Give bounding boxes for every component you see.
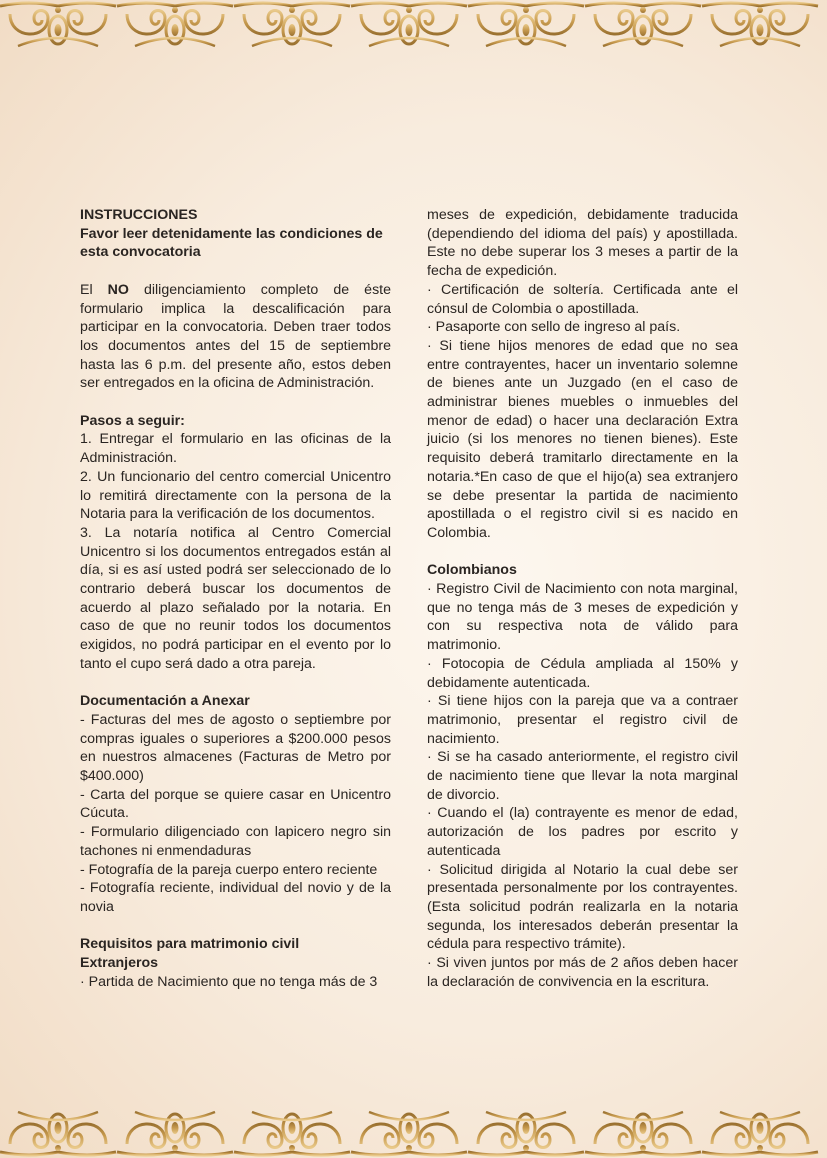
foreigners-item: · Pasaporte con sello de ingreso al país. (427, 319, 681, 336)
colombians-item: · Si tiene hijos con la pareja que va a contraer matrimonio, presentar el registro civil de nacimiento. (427, 693, 738, 747)
colombians-item: · Solicitud dirigida al Notario la cual debe ser presentada personalmente por los contrayentes. (Esta solicitud podrán realizarla en la notaria segunda, los interesados deberán presentar la cédula para respectivo trámite). (427, 861, 738, 953)
floral-ornament-icon (0, 0, 827, 52)
colombians-item: · Si se ha casado anteriormente, el registro civil de nacimiento tiene que llevar la nota marginal de divorcio. (427, 749, 738, 803)
doc-item: - Fotografía de la pareja cuerpo entero reciente (80, 861, 378, 878)
step-item: 2. Un funcionario del centro comercial Unicentro lo remitirá directamente con la persona de la Notaria para la verificación de los documentos. (80, 468, 391, 523)
right-column (427, 206, 738, 992)
doc-item: - Fotografía reciente, individual del novio y de la novia (80, 880, 391, 915)
doc-item: - Formulario diligenciado con lapicero negro sin tachones ni enmendaduras (80, 824, 391, 859)
instructions-title: INSTRUCCIONES (80, 207, 198, 223)
doc-item: - Facturas del mes de agosto o septiembre por compras iguales o superiores a $200.000 pesos en nuestros almacenes (Facturas de Metro por $400.000) (80, 711, 391, 785)
floral-ornament-icon (0, 1106, 827, 1158)
steps-heading: Pasos a seguir: (80, 412, 185, 429)
doc-item: - Carta del porque se quiere casar en Unicentro Cúcuta. (80, 786, 391, 822)
bottom-ornament-border (0, 1106, 827, 1158)
colombians-heading: Colombianos (427, 562, 517, 579)
docs-heading: Documentación a Anexar (80, 693, 250, 710)
colombians-item: · Cuando el (la) contrayente es menor de edad, autorización de los padres por escrito y autenticada (427, 805, 738, 859)
foreigners-heading: Extranjeros (80, 955, 159, 972)
civil-requirements-heading: Requisitos para matrimonio civil (80, 936, 300, 953)
step-item: 1. Entregar el formulario en las oficinas de la Administración. (80, 431, 391, 467)
step-item: 3. La notaría notifica al Centro Comercial Unicentro si los documentos entregados están al día, si es así usted podrá ser seleccionado de lo contrario deberá buscar los documentos de acuerdo al plazo señalado por la notaria. En caso de que no reunir todos los documentos exigidos, no podrá participar en el evento por lo tanto el cupo será dado a otra pareja. (80, 524, 391, 672)
foreigners-item: · Si tiene hijos menores de edad que no sea entre contrayentes, hacer un inventario solemne de bienes ante un Juzgado (en el caso de administrar bienes muebles o inmuebles del menor de edad) o hacer una declaración Extra juicio (si los menores no tienen bienes). Este requisito deberá tramitarlo directamente en la notaria.*En caso de que el hijo(a) sea extranjero se debe presentar la partida de nacimiento apostillada o el registro civil si es nacido en Colombia. (427, 337, 738, 541)
colombians-item: · Si viven juntos por más de 2 años deben hacer la declaración de convivencia en la escritura. (427, 955, 738, 990)
foreigners-item: · Certificación de soltería. Certificada ante el cónsul de Colombia o apostillada. (427, 281, 738, 317)
left-column (80, 206, 391, 991)
foreigners-item: meses de expedición, debidamente traducida (dependiendo del idioma del país) y apostillada. Este no debe superar los 3 meses a partir de la fecha de expedición. (427, 207, 738, 280)
top-ornament-border (0, 0, 827, 52)
colombians-item: · Fotocopia de Cédula ampliada al 150% y debidamente autenticada. (427, 655, 738, 691)
intro-paragraph: El NO diligenciamiento completo de éste formulario implica la descalificación para participar en la convocatoria. Deben traer todos los documentos antes del 15 de septiembre hasta las 6 p.m. del presente año, estos deben ser entregados en la oficina de Administración. (80, 281, 391, 392)
colombians-item: · Registro Civil de Nacimiento con nota marginal, que no tenga más de 3 meses de expedición y con su respectiva nota de válido para matrimonio. (427, 581, 738, 654)
instructions-subtitle: Favor leer detenidamente las condiciones de esta convocatoria (80, 225, 383, 261)
foreigners-item: · Partida de Nacimiento que no tenga más de 3 (80, 973, 378, 990)
